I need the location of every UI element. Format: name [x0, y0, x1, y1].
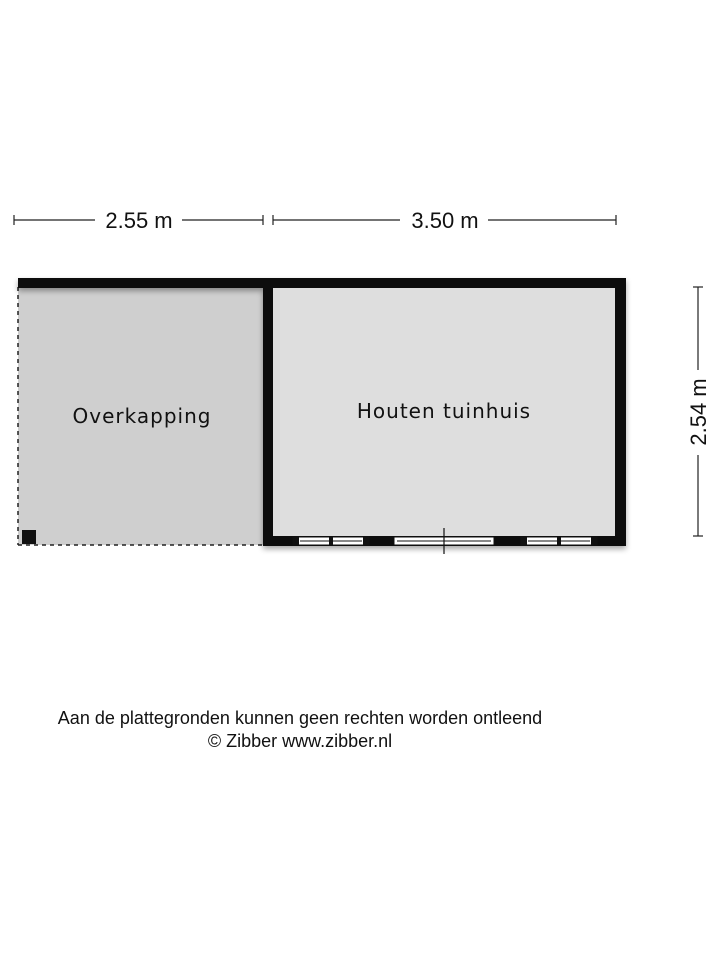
- window-left: [293, 537, 369, 545]
- credit-text: © Zibber www.zibber.nl: [207, 731, 393, 751]
- room-label-overkapping: Overkapping: [72, 404, 212, 428]
- room-overkapping: [18, 287, 265, 545]
- window-right: [521, 537, 597, 545]
- room-label-tuinhuis: Houten tuinhuis: [356, 399, 532, 423]
- dimension-tuinhuis-width: [273, 208, 616, 233]
- room-label-group: [357, 399, 531, 423]
- dimension-label-depth: 2.54 m: [686, 378, 711, 446]
- dimension-label-tuinhuis: 3.50 m: [411, 208, 479, 233]
- support-post: [22, 530, 36, 544]
- dimension-depth: [686, 287, 711, 536]
- dimension-overkapping-width: [14, 208, 263, 233]
- dimension-label-overkapping: 2.55 m: [105, 208, 173, 233]
- disclaimer-text: Aan de plattegronden kunnen geen rechten worden ontleend: [57, 708, 543, 728]
